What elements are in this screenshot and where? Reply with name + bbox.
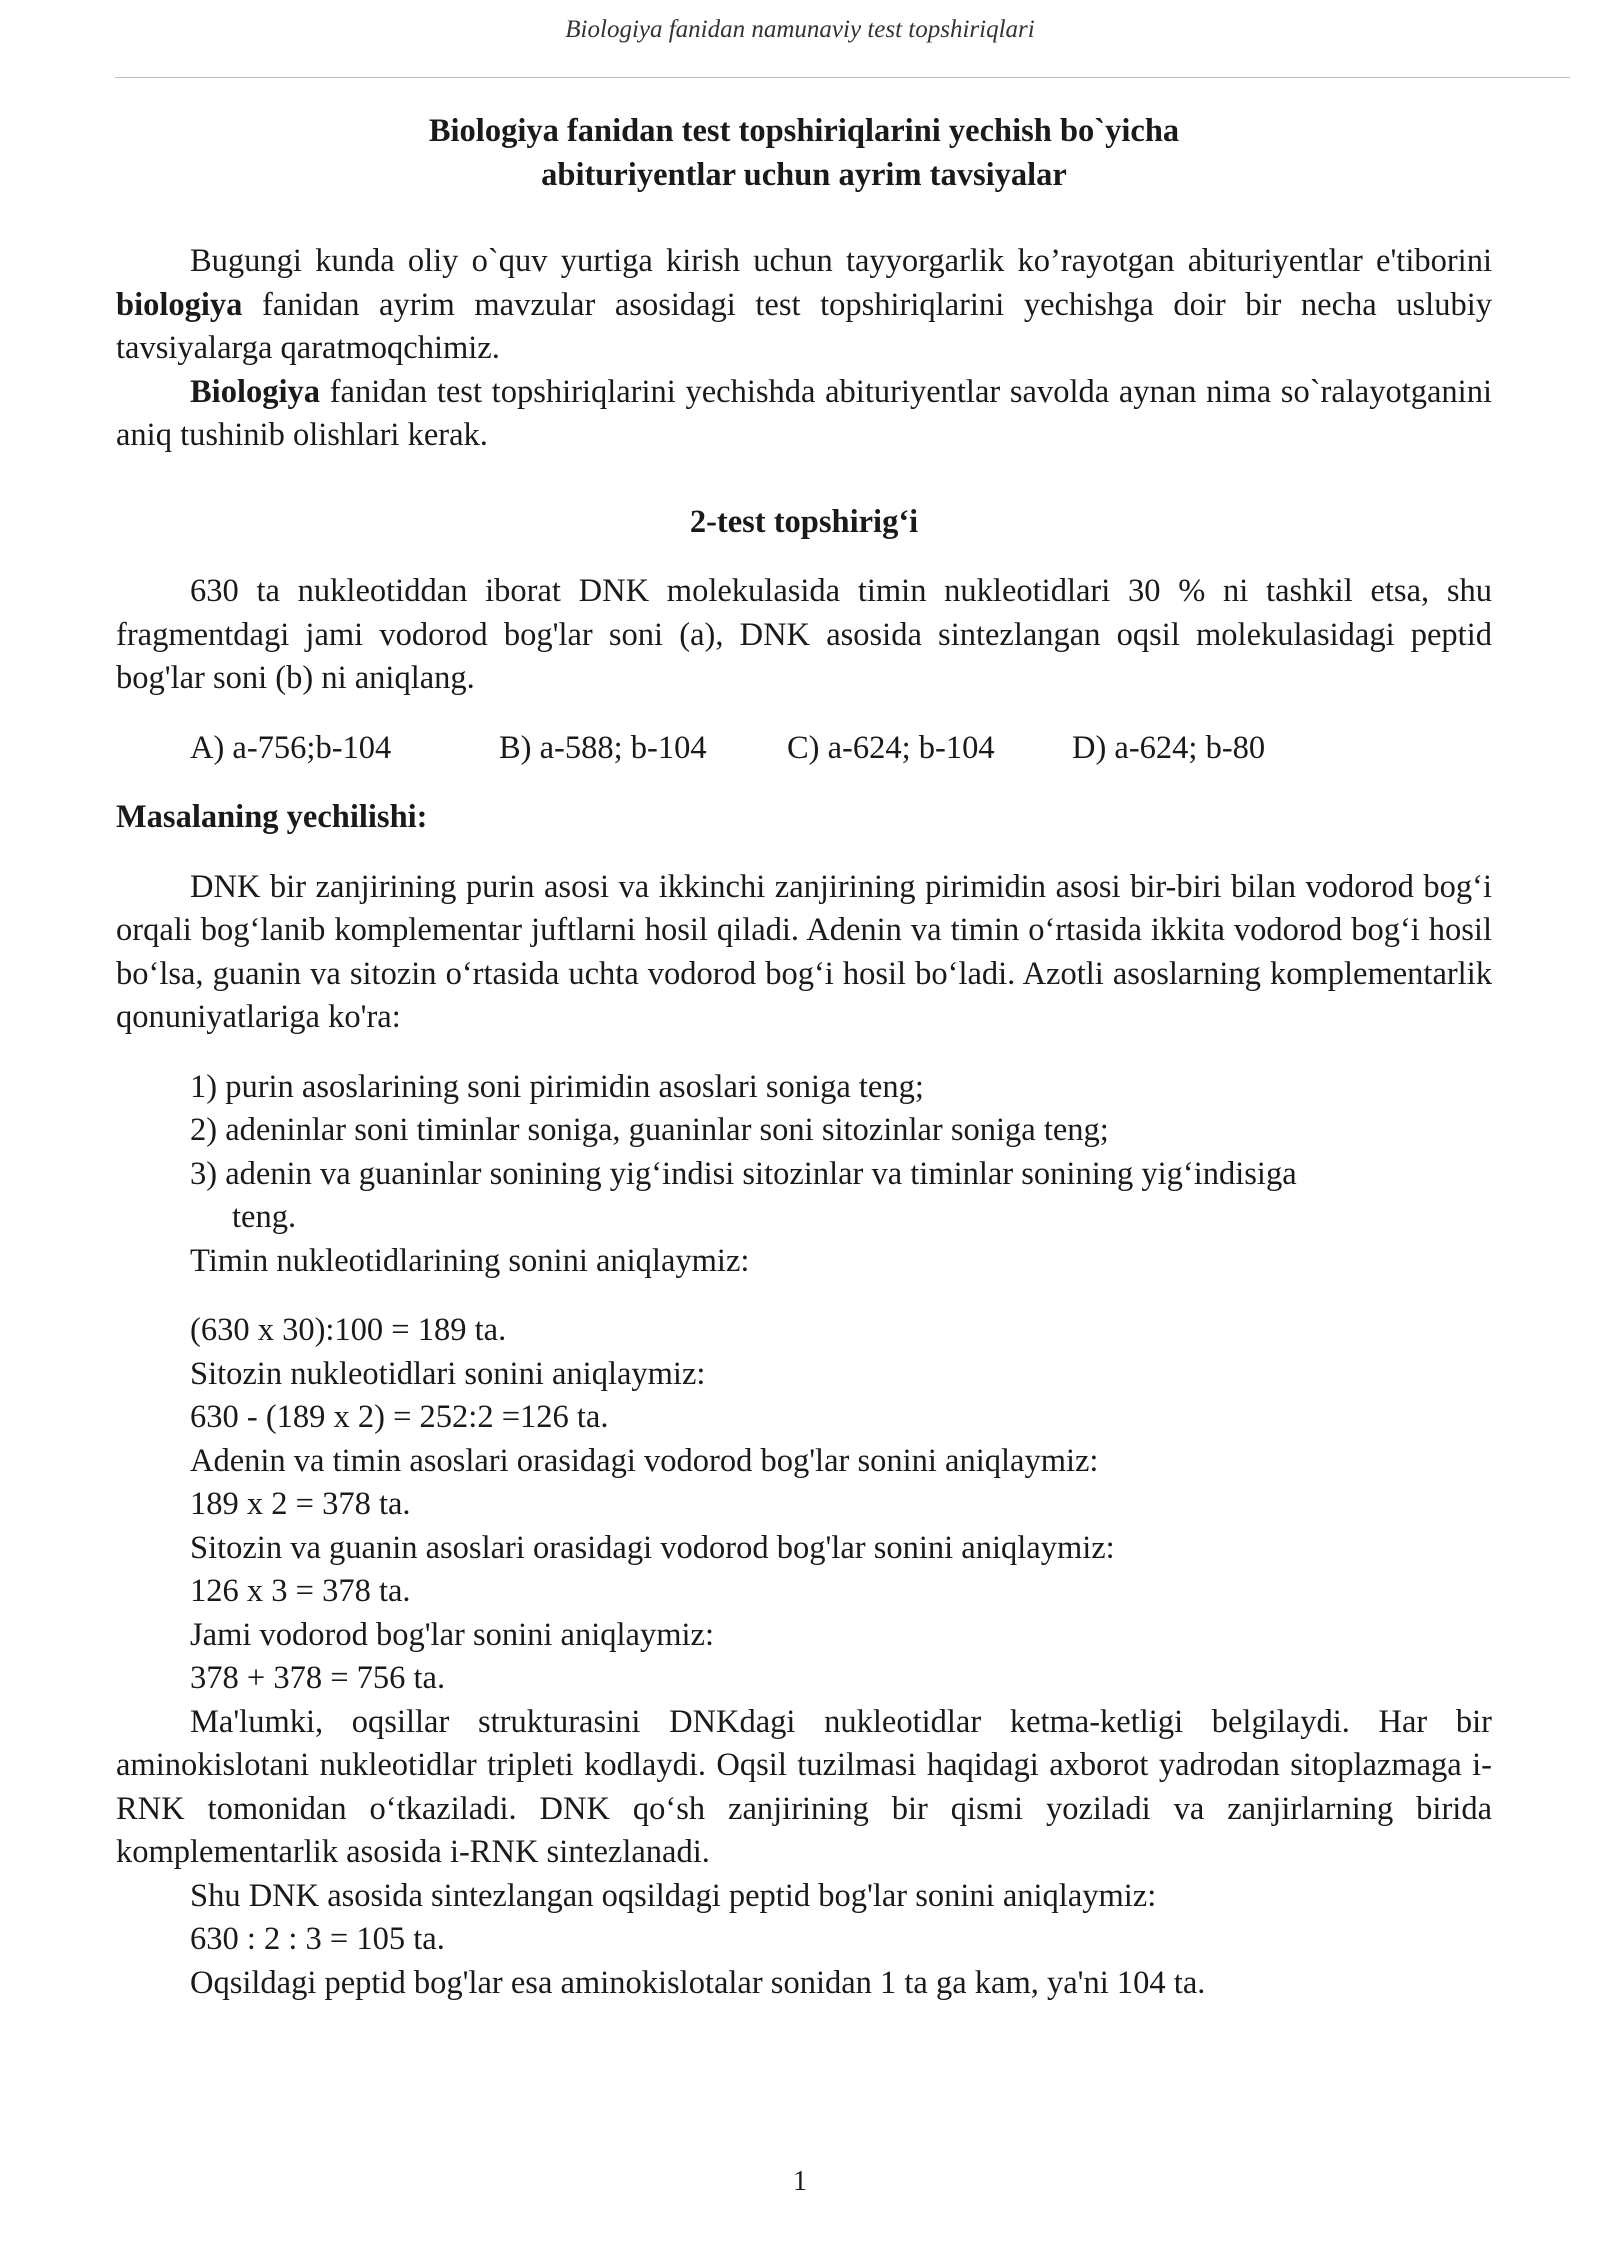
page-content: [116, 110, 1492, 2005]
intro-p2-bold: Biologiya: [190, 373, 321, 410]
step-calc-gc-bonds: 126 x 3 = 378 ta.: [190, 1573, 411, 1609]
option-a: A) a-756;b-104: [190, 729, 392, 766]
step-calc-peptide: 630 : 2 : 3 = 105 ta.: [190, 1921, 445, 1957]
option-b: B) a-588; b-104: [499, 729, 707, 766]
intro-p1-text-b: fanidan ayrim mavzular asosidagi test topshiriqlarini yechishga doir bir necha uslubiy tavsiyalarga qaratmoqchimiz.: [116, 286, 1492, 366]
task-question: 630 ta nukleotiddan iborat DNK molekulasida timin nukleotidlari 30 % ni tashkil etsa, shu fragmentdagi jami vodorod bog'lar soni (a), DNK asosida sintezlangan oqsil molekulasidagi peptid bog'lar soni (b) ni aniqlang.: [116, 573, 1492, 696]
rule-2: 2) adeninlar soni timinlar soniga, guaninlar soni sitozinlar soniga teng;: [190, 1112, 1109, 1148]
step-calc-at-bonds: 189 x 2 = 378 ta.: [190, 1486, 411, 1522]
intro-p1-text-a: Bugungi kunda oliy o`quv yurtiga kirish uchun tayyorgarlik ko’rayotgan abituriyentlar e'tiborini: [190, 243, 1492, 279]
page-number: 1: [793, 2166, 807, 2197]
solution-heading: Masalaning yechilishi:: [116, 799, 428, 835]
option-d: D) a-624; b-80: [1072, 729, 1266, 766]
step-label-cytosine: Sitozin nukleotidlari sonini aniqlaymiz:: [190, 1355, 706, 1392]
option-c: C) a-624; b-104: [787, 729, 995, 766]
step-label-at-bonds: Adenin va timin asoslari orasidagi vodorod bog'lar sonini aniqlaymiz:: [190, 1442, 1099, 1479]
calculation-steps: [116, 1309, 1492, 1701]
solution-paragraph-1: DNK bir zanjirining purin asosi va ikkinchi zanjirining pirimidin asosi bir-biri bilan vodorod bog‘i orqali bog‘lanib komplementar juftlarni hosil qiladi. Adenin va timin o‘rtasida ikkita vodorod bog‘i hosil bo‘lsa, guanin va sitozin o‘rtasida uchta vodorod bog‘i hosil bo‘ladi. Azotli asoslarning komplementarlik qonuniyatlariga ko'ra:: [116, 868, 1492, 1035]
title-line-1: Biologiya fanidan test topshiriqlarini yechish bo`yicha: [428, 113, 1180, 149]
answer-options: [116, 727, 1492, 771]
step-calc-total-bonds: 378 + 378 = 756 ta.: [190, 1660, 446, 1696]
document-title: [116, 110, 1492, 197]
step-label-peptide: Shu DNK asosida sintezlangan oqsildagi peptid bog'lar sonini aniqlaymiz:: [190, 1877, 1157, 1914]
step-calc-thymine: (630 x 30):100 = 189 ta.: [190, 1312, 507, 1348]
task-heading: 2-test topshirig‘i: [689, 503, 919, 540]
intro-paragraph-1: [116, 240, 1492, 371]
rule-1: 1) purin asoslarining soni pirimidin asoslari soniga teng;: [190, 1068, 924, 1105]
rule-3: 3) adenin va guaninlar sonining yig‘indisi sitozinlar va timinlar sonining yig‘indisiga: [190, 1155, 1297, 1192]
title-line-2: abituriyentlar uchun ayrim tavsiyalar: [541, 156, 1067, 193]
intro-p1-bold: biologiya: [116, 286, 243, 323]
step-calc-cytosine: 630 - (189 x 2) = 252:2 =126 ta.: [190, 1399, 609, 1435]
step-conclusion: Oqsildagi peptid bog'lar esa aminokislotalar sonidan 1 ta ga kam, ya'ni 104 ta.: [190, 1964, 1206, 2001]
intro-p2-text: fanidan test topshiriqlarini yechishda abituriyentlar savolda aynan nima so`ralayotganini aniq tushinib olishlari kerak.: [116, 373, 1492, 453]
rules-list: [116, 1066, 1492, 1240]
intro-paragraph-2: [116, 371, 1492, 458]
running-header: Biologiya fanidan namunaviy test topshiriqlari: [565, 16, 1035, 43]
header-divider: [115, 77, 1570, 78]
step-label-gc-bonds: Sitozin va guanin asoslari orasidagi vodorod bog'lar sonini aniqlaymiz:: [190, 1529, 1115, 1566]
step-label-thymine: Timin nukleotidlarining sonini aniqlaymiz:: [190, 1242, 750, 1279]
step-label-total-bonds: Jami vodorod bog'lar sonini aniqlaymiz:: [190, 1616, 714, 1653]
solution-paragraph-2: Ma'lumki, oqsillar strukturasini DNKdagi nukleotidlar ketma-ketligi belgilaydi. Har bir aminokislotani nukleotidlar tripleti kodlaydi. Oqsil tuzilmasi haqidagi axborot yadrodan sitoplazmaga i-RNK tomonidan o‘tkaziladi. DNK qo‘sh zanjirining bir qismi yoziladi va zanjirlarning birida komplementarlik asosida i-RNK sintezlanadi.: [116, 1703, 1492, 1870]
rule-3-continuation: teng.: [232, 1199, 297, 1235]
